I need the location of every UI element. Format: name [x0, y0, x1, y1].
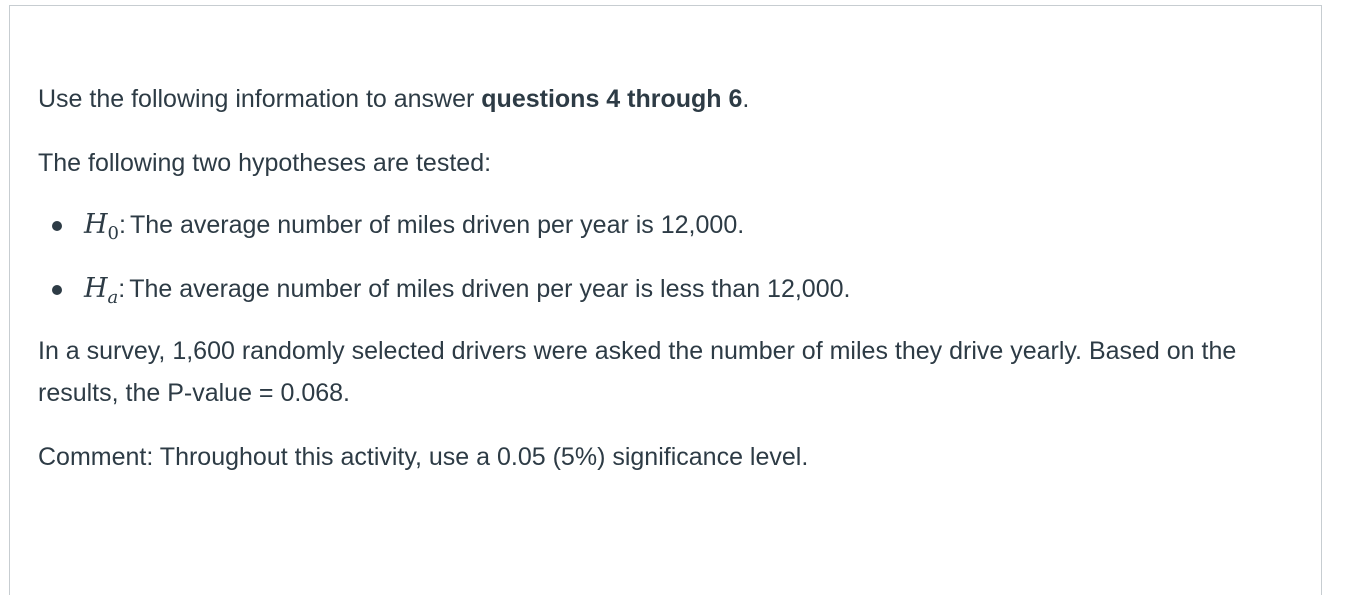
- intro-lead: Use the following information to answer: [38, 85, 482, 113]
- comment-paragraph: Comment: Throughout this activity, use a 0.05 (5%) significance level.: [38, 443, 809, 471]
- intro-paragraph: [38, 78, 1318, 120]
- hypotheses-intro: The following two hypotheses are tested:: [38, 149, 492, 177]
- bullet-icon: [52, 285, 62, 295]
- alternative-hypothesis-symbol: $H_a$: [84, 273, 119, 308]
- question-content: [38, 78, 1318, 478]
- hypotheses-list: [38, 204, 1318, 310]
- list-item: [38, 268, 1318, 310]
- null-hypothesis-symbol: $H_0$: [84, 209, 119, 244]
- intro-bold: questions 4 through 6: [481, 85, 743, 113]
- bullet-icon: [52, 221, 62, 231]
- survey-paragraph: In a survey, 1,600 randomly selected drivers were asked the number of miles they drive yearly. Based on the results, the P-value = 0.068.: [38, 337, 1237, 407]
- colon: :: [118, 275, 126, 303]
- null-hypothesis-text: The average number of miles driven per year is 12,000.: [129, 211, 745, 239]
- list-item: [38, 204, 1318, 246]
- colon: :: [119, 211, 126, 239]
- intro-tail: .: [742, 85, 750, 113]
- alternative-hypothesis-text: The average number of miles driven per year is less than 12,000.: [129, 275, 851, 303]
